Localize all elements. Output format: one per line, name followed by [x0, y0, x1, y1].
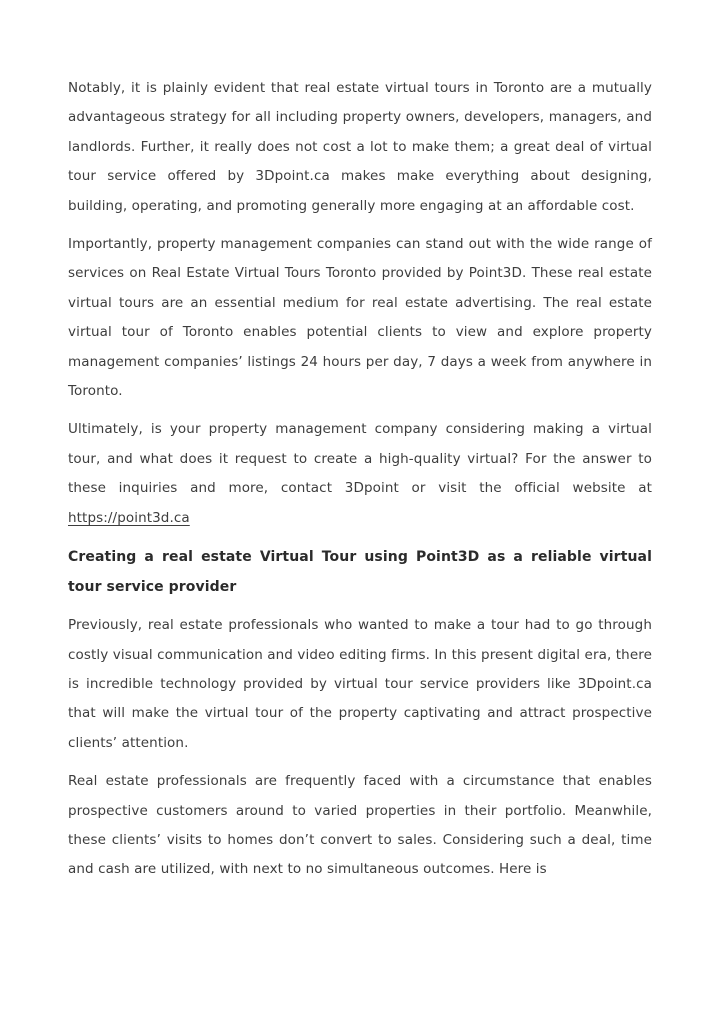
paragraph-notably: Notably, it is plainly evident that real estate virtual tours in Toronto are a mutually advantageous strategy for all including property owners, developers, managers, and landlords. Further, it really does not cost a lot to make them; a great deal of virtual tour service offered by 3Dpoint.ca makes make everything about designing, building, operating, and promoting generally more engaging at an affordable cost.: [68, 80, 652, 214]
point3d-link[interactable]: https://point3d.ca: [68, 509, 190, 526]
paragraph-ultimately: [68, 415, 652, 533]
paragraph-previously: Previously, real estate professionals who wanted to make a tour had to go through costly visual communication and video editing firms. In this present digital era, there is incredible technology provided by virtual tour service providers like 3Dpoint.ca that will make the virtual tour of the property captivating and attract prospective clients’ attention.: [68, 617, 652, 751]
paragraph-real-estate-professionals: Real estate professionals are frequently faced with a circumstance that enables prospective customers around to varied properties in their portfolio. Meanwhile, these clients’ visits to homes don’t convert to sales. Considering such a deal, time and cash are utilized, with next to no simultaneous outcomes. Here is: [68, 773, 652, 878]
document-page: [68, 0, 652, 885]
paragraph-importantly: Importantly, property management companies can stand out with the wide range of services on Real Estate Virtual Tours Toronto provided by Point3D. These real estate virtual tours are an essential medium for real estate advertising. The real estate virtual tour of Toronto enables potential clients to view and explore property management companies’ listings 24 hours per day, 7 days a week from anywhere in Toronto.: [68, 236, 652, 400]
paragraph-ultimately-text: Ultimately, is your property management company considering making a virtual tour, and what does it request to create a high-quality virtual? For the answer to these inquiries and more, contact 3Dpoint or visit the official website at: [68, 421, 652, 497]
section-heading: Creating a real estate Virtual Tour using Point3D as a reliable virtual tour service provider: [68, 549, 652, 596]
